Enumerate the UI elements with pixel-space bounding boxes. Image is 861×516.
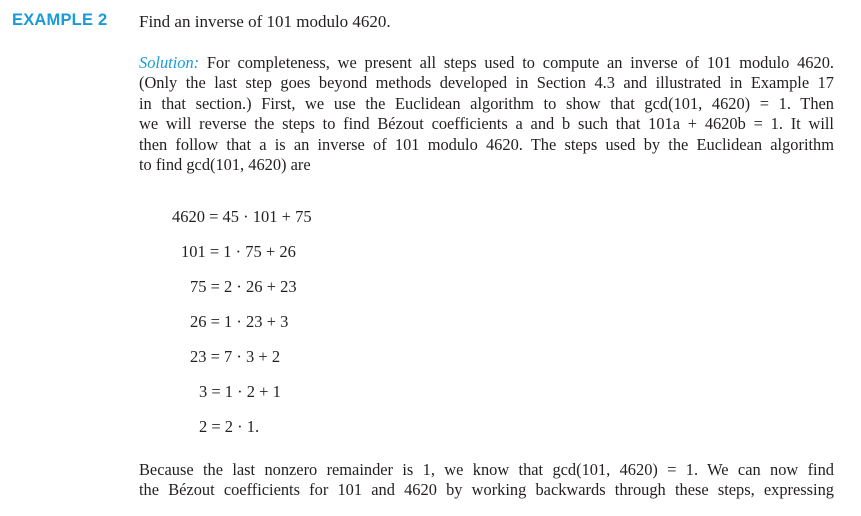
solution-line-6: to find gcd(101, 4620) are	[139, 155, 311, 175]
solution-label: Solution:	[139, 53, 200, 72]
problem-statement: Find an inverse of 101 modulo 4620.	[139, 12, 391, 31]
solution-line-2: (Only the last step goes beyond methods developed in Section 4.3 and illustrated in Example 17	[139, 73, 834, 93]
conclusion-line-1: Because the last nonzero remainder is 1, we know that gcd(101, 4620) = 1. We can now find	[139, 460, 834, 479]
conclusion-paragraph	[139, 460, 834, 501]
equation-3: 75 = 2 · 26 + 23	[190, 277, 297, 296]
solution-line-5: then follow that a is an inverse of 101 modulo 4620. The steps used by the Euclidean algorithm	[139, 134, 834, 154]
equation-1: 4620 = 45 · 101 + 75	[172, 207, 312, 226]
equation-2: 101 = 1 · 75 + 26	[181, 242, 296, 261]
equation-7: 2 = 2 · 1.	[199, 417, 260, 436]
solution-line-3: in that section.) First, we use the Euclidean algorithm to show that gcd(101, 4620) = 1. Then	[139, 93, 834, 113]
equation-4: 26 = 1 · 23 + 3	[190, 312, 289, 331]
example-label: EXAMPLE 2	[12, 11, 108, 29]
equation-6: 3 = 1 · 2 + 1	[199, 382, 281, 401]
conclusion-line-2: the Bézout coefficients for 101 and 4620 by working backwards through these steps, expressing	[139, 480, 834, 500]
solution-line-4: we will reverse the steps to find Bézout coefficients a and b such that 101a + 4620b = 1. It will	[139, 114, 834, 134]
equation-5: 23 = 7 · 3 + 2	[190, 347, 281, 366]
solution-paragraph	[139, 53, 834, 175]
solution-line-1: Solution: For completeness, we present all steps used to compute an inverse of 101 modulo 4620.	[139, 53, 834, 72]
